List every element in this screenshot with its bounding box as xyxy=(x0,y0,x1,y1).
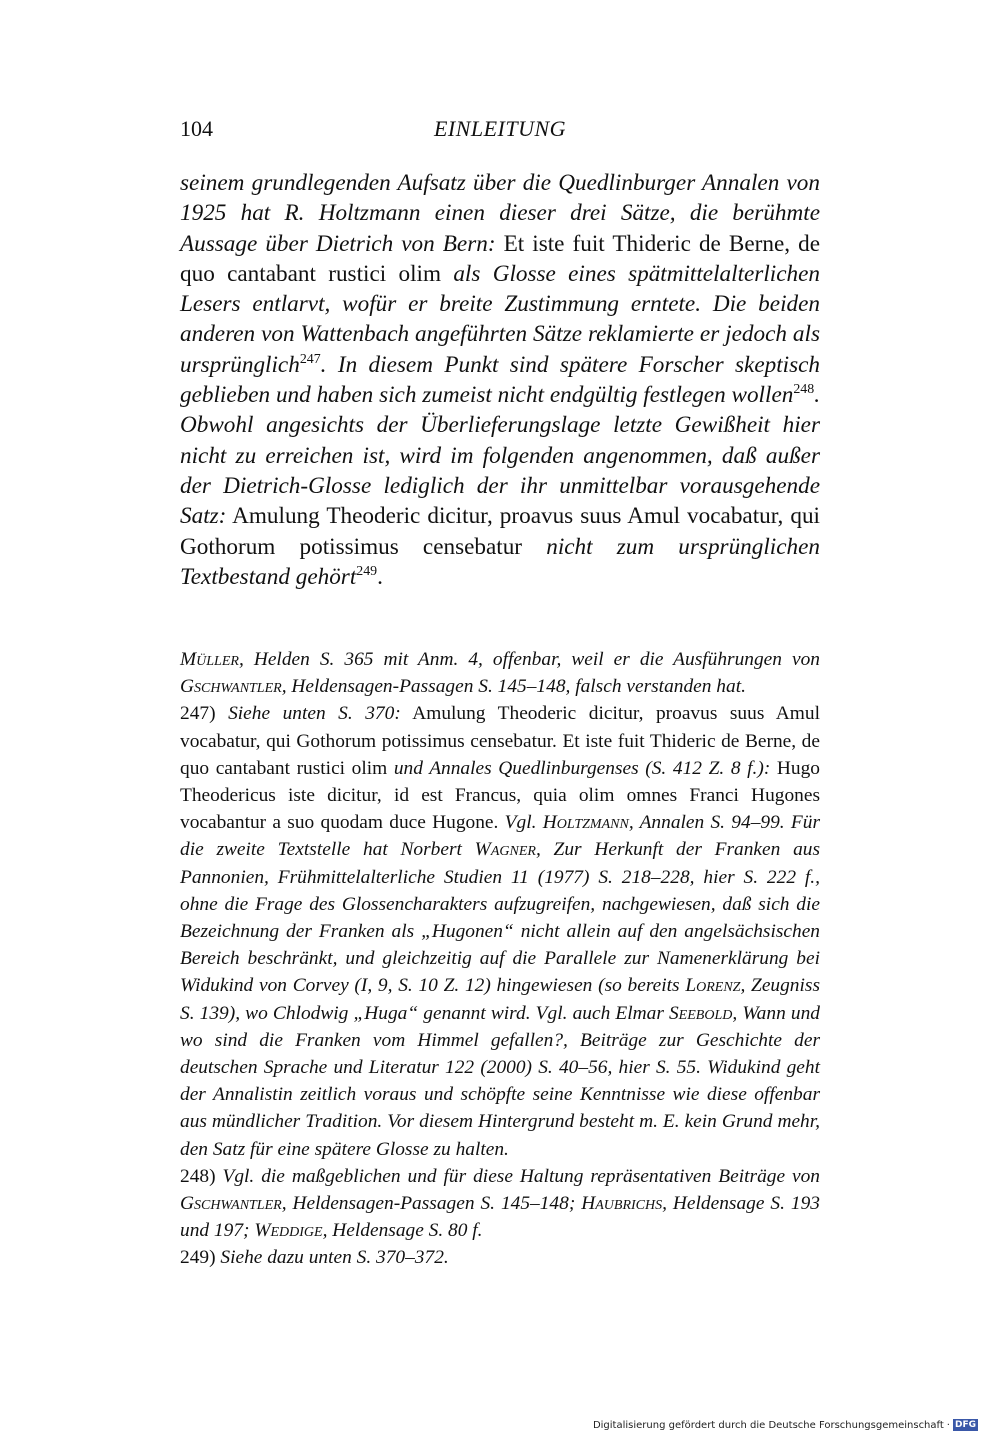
author-name: Lorenz xyxy=(685,975,741,997)
page-header xyxy=(180,112,820,146)
body-paragraph xyxy=(180,168,820,592)
footnote-ref-248[interactable]: 248 xyxy=(793,382,815,398)
footnote-248: 248) Vgl. die maßgeblichen und für diese Haltung repräsentativen Beiträge von Gschwantler, Heldensagen-Passagen S. 145–148; Haubrichs, Heldensage S. 193 und 197; Weddige, Heldensage S. 80 f. xyxy=(180,1165,820,1242)
author-name: Haubrichs xyxy=(581,1193,663,1215)
footnote-number: 247) xyxy=(180,703,216,725)
author-name: Seebold xyxy=(668,1002,733,1024)
body-italic: nicht zum ursprünglichen Textbestand gehört xyxy=(180,533,821,590)
running-head: EINLEITUNG xyxy=(433,116,567,141)
author-name: Gschwantler xyxy=(180,676,282,698)
digitization-credit xyxy=(593,1419,978,1431)
body-italic: seinem grundlegenden Aufsatz über die Quedlinburger Annalen von 1925 hat R. Holtzmann einen dieser drei Sätze, die berühmte Aussage über Dietrich von Bern: xyxy=(180,170,820,257)
footnote-ref-249[interactable]: 249 xyxy=(356,563,378,579)
author-name: Müller xyxy=(180,649,239,670)
dfg-logo: DFG xyxy=(954,1420,976,1430)
author-name: Gschwantler xyxy=(180,1193,282,1215)
footnotes xyxy=(180,646,820,1272)
author-name: Holtzmann xyxy=(542,812,629,834)
footnote-247: 247) Siehe unten S. 370: Amulung Theoderic dicitur, proavus suus Amul vocabatur, qui Gothorum potissimus censebatur. Et iste fuit Thideric de Berne, de quo cantabant rustici olim und Annales Quedlinburgenses (S. 412 Z. 8 f.): Hugo Theodericus iste dicitur, id est Francus, quia olim omnes Franci Hugones vocabantur a suo quodam duce Hugone. Vgl. Holtzmann, Annalen S. 94–99. Für die zweite Textstelle hat Norbert Wagner, Zur Herkunft der Franken aus Pannonien, Frühmittelalterliche Studien 11 (1977) S. 218–228, hier S. 222 f., ohne die Frage des Glossencharakters aufzugreifen, nachgewiesen, daß sich die Bezeichnung der Franken als „Hugonen“ nicht allein auf den angelsächsischen Bereich beschränkt, und gleichzeitig auf die Parallele zur Namenerklärung bei Widukind von Corvey (I, 9, S. 10 Z. 12) hingewiesen (so bereits Lorenz, Zeugniss S. 139), wo Chlodwig „Huga“ genannt wird. Vgl. auch Elmar Seebold, Wann und wo sind die Franken vom Himmel gefallen?, Beiträge zur Geschichte der deutschen Sprache und Literatur 122 (2000) S. 40–56, hier S. 55. Widukind geht der Annalistin zeitlich voraus und schöpfte seine Kenntnisse wie diese offenbar aus mündlicher Tradition. Vor diesem Hintergrund besteht m. E. kein Grund mehr, den Satz für eine spätere Glosse zu halten. xyxy=(180,703,821,1160)
body-italic: . In diesem Punkt sind spätere Forscher skeptisch geblieben und haben sich zumeist nicht endgültig festlegen wollen xyxy=(180,351,820,409)
body-period: . xyxy=(377,563,383,590)
credit-text: Digitalisierung gefördert durch die Deutsche Forschungsgemeinschaft xyxy=(592,1419,944,1431)
footnote-number: 249) xyxy=(180,1247,216,1269)
author-name: Weddige xyxy=(254,1220,323,1242)
author-name: Wagner xyxy=(474,839,536,861)
footnote-ref-247[interactable]: 247 xyxy=(299,351,321,367)
page-number: 104 xyxy=(180,116,213,141)
footnote-249: 249) Siehe dazu unten S. 370–372. xyxy=(180,1247,449,1269)
body-latin-quote: Amulung Theoderic dicitur, proavus suus Amul vocabatur, qui Gothorum potissimus censebatur xyxy=(180,503,820,560)
body-italic: als Glosse eines spätmittelalterlichen Lesers entlarvt, wofür er breite Zustimmung erntete. Die beiden anderen von Wattenbach angeführten Sätze reklamierte er jedoch als ursprünglich xyxy=(180,260,820,378)
credit-separator: · xyxy=(946,1419,950,1431)
body-italic: . Obwohl angesichts der Überlieferungslage letzte Gewißheit hier nicht zu erreichen ist, wird im folgenden angenommen, daß außer der Dietrich-Glosse lediglich der ihr unmittelbar vorausgehende Satz: xyxy=(180,382,820,530)
main-text xyxy=(180,168,820,592)
footnote-number: 248) xyxy=(180,1165,216,1187)
footnote-continuation: Müller, Helden S. 365 mit Anm. 4, offenbar, weil er die Ausführungen von Gschwantler, Heldensagen-Passagen S. 145–148, falsch verstanden hat. xyxy=(180,649,820,698)
body-latin-quote: Et iste fuit Thideric de Berne, de quo cantabant rustici olim xyxy=(180,230,821,287)
